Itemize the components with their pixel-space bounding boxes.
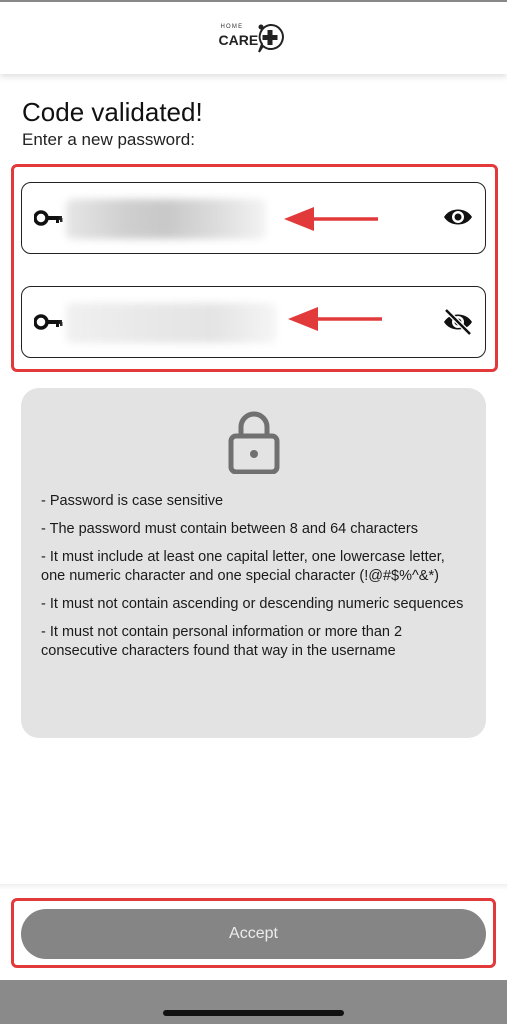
footer-divider (0, 884, 507, 890)
key-icon (34, 313, 64, 331)
home-care-logo (219, 16, 289, 60)
obscured-password-value (66, 303, 276, 343)
password-rules-card (21, 388, 486, 738)
home-indicator[interactable] (163, 1010, 344, 1016)
page-subtitle: Enter a new password: (22, 130, 195, 149)
confirm-password-field[interactable] (21, 286, 486, 358)
rule-item: - The password must contain between 8 and 64 characters (41, 521, 418, 537)
rule-item: - It must not contain ascending or descending numeric sequences (41, 596, 464, 612)
eye-icon[interactable] (443, 205, 473, 229)
key-icon (34, 209, 64, 227)
rule-item: - It must include at least one capital letter, one lowercase letter, one numeric character and one special character (!@#$%^&*) (41, 549, 445, 584)
app-header (0, 2, 507, 74)
new-password-field[interactable] (21, 182, 486, 254)
system-home-bar (0, 980, 507, 1024)
accept-button[interactable]: Accept (21, 909, 486, 959)
red-arrow-annotation (284, 207, 380, 231)
rule-item: - It must not contain personal information or more than 2 consecutive characters found that way in the username (41, 624, 403, 659)
medical-cross-bubble-icon (255, 22, 285, 54)
password-rules-list (41, 492, 466, 670)
obscured-password-value (66, 199, 266, 239)
rule-item: - Password is case sensitive (41, 493, 224, 509)
lock-icon (228, 410, 280, 474)
logo-main-text: CARE (218, 32, 259, 48)
red-arrow-annotation (288, 307, 384, 331)
logo-small-text: HOME (220, 24, 244, 30)
eye-off-icon[interactable] (443, 309, 473, 335)
page-title: Code validated! (22, 97, 203, 127)
